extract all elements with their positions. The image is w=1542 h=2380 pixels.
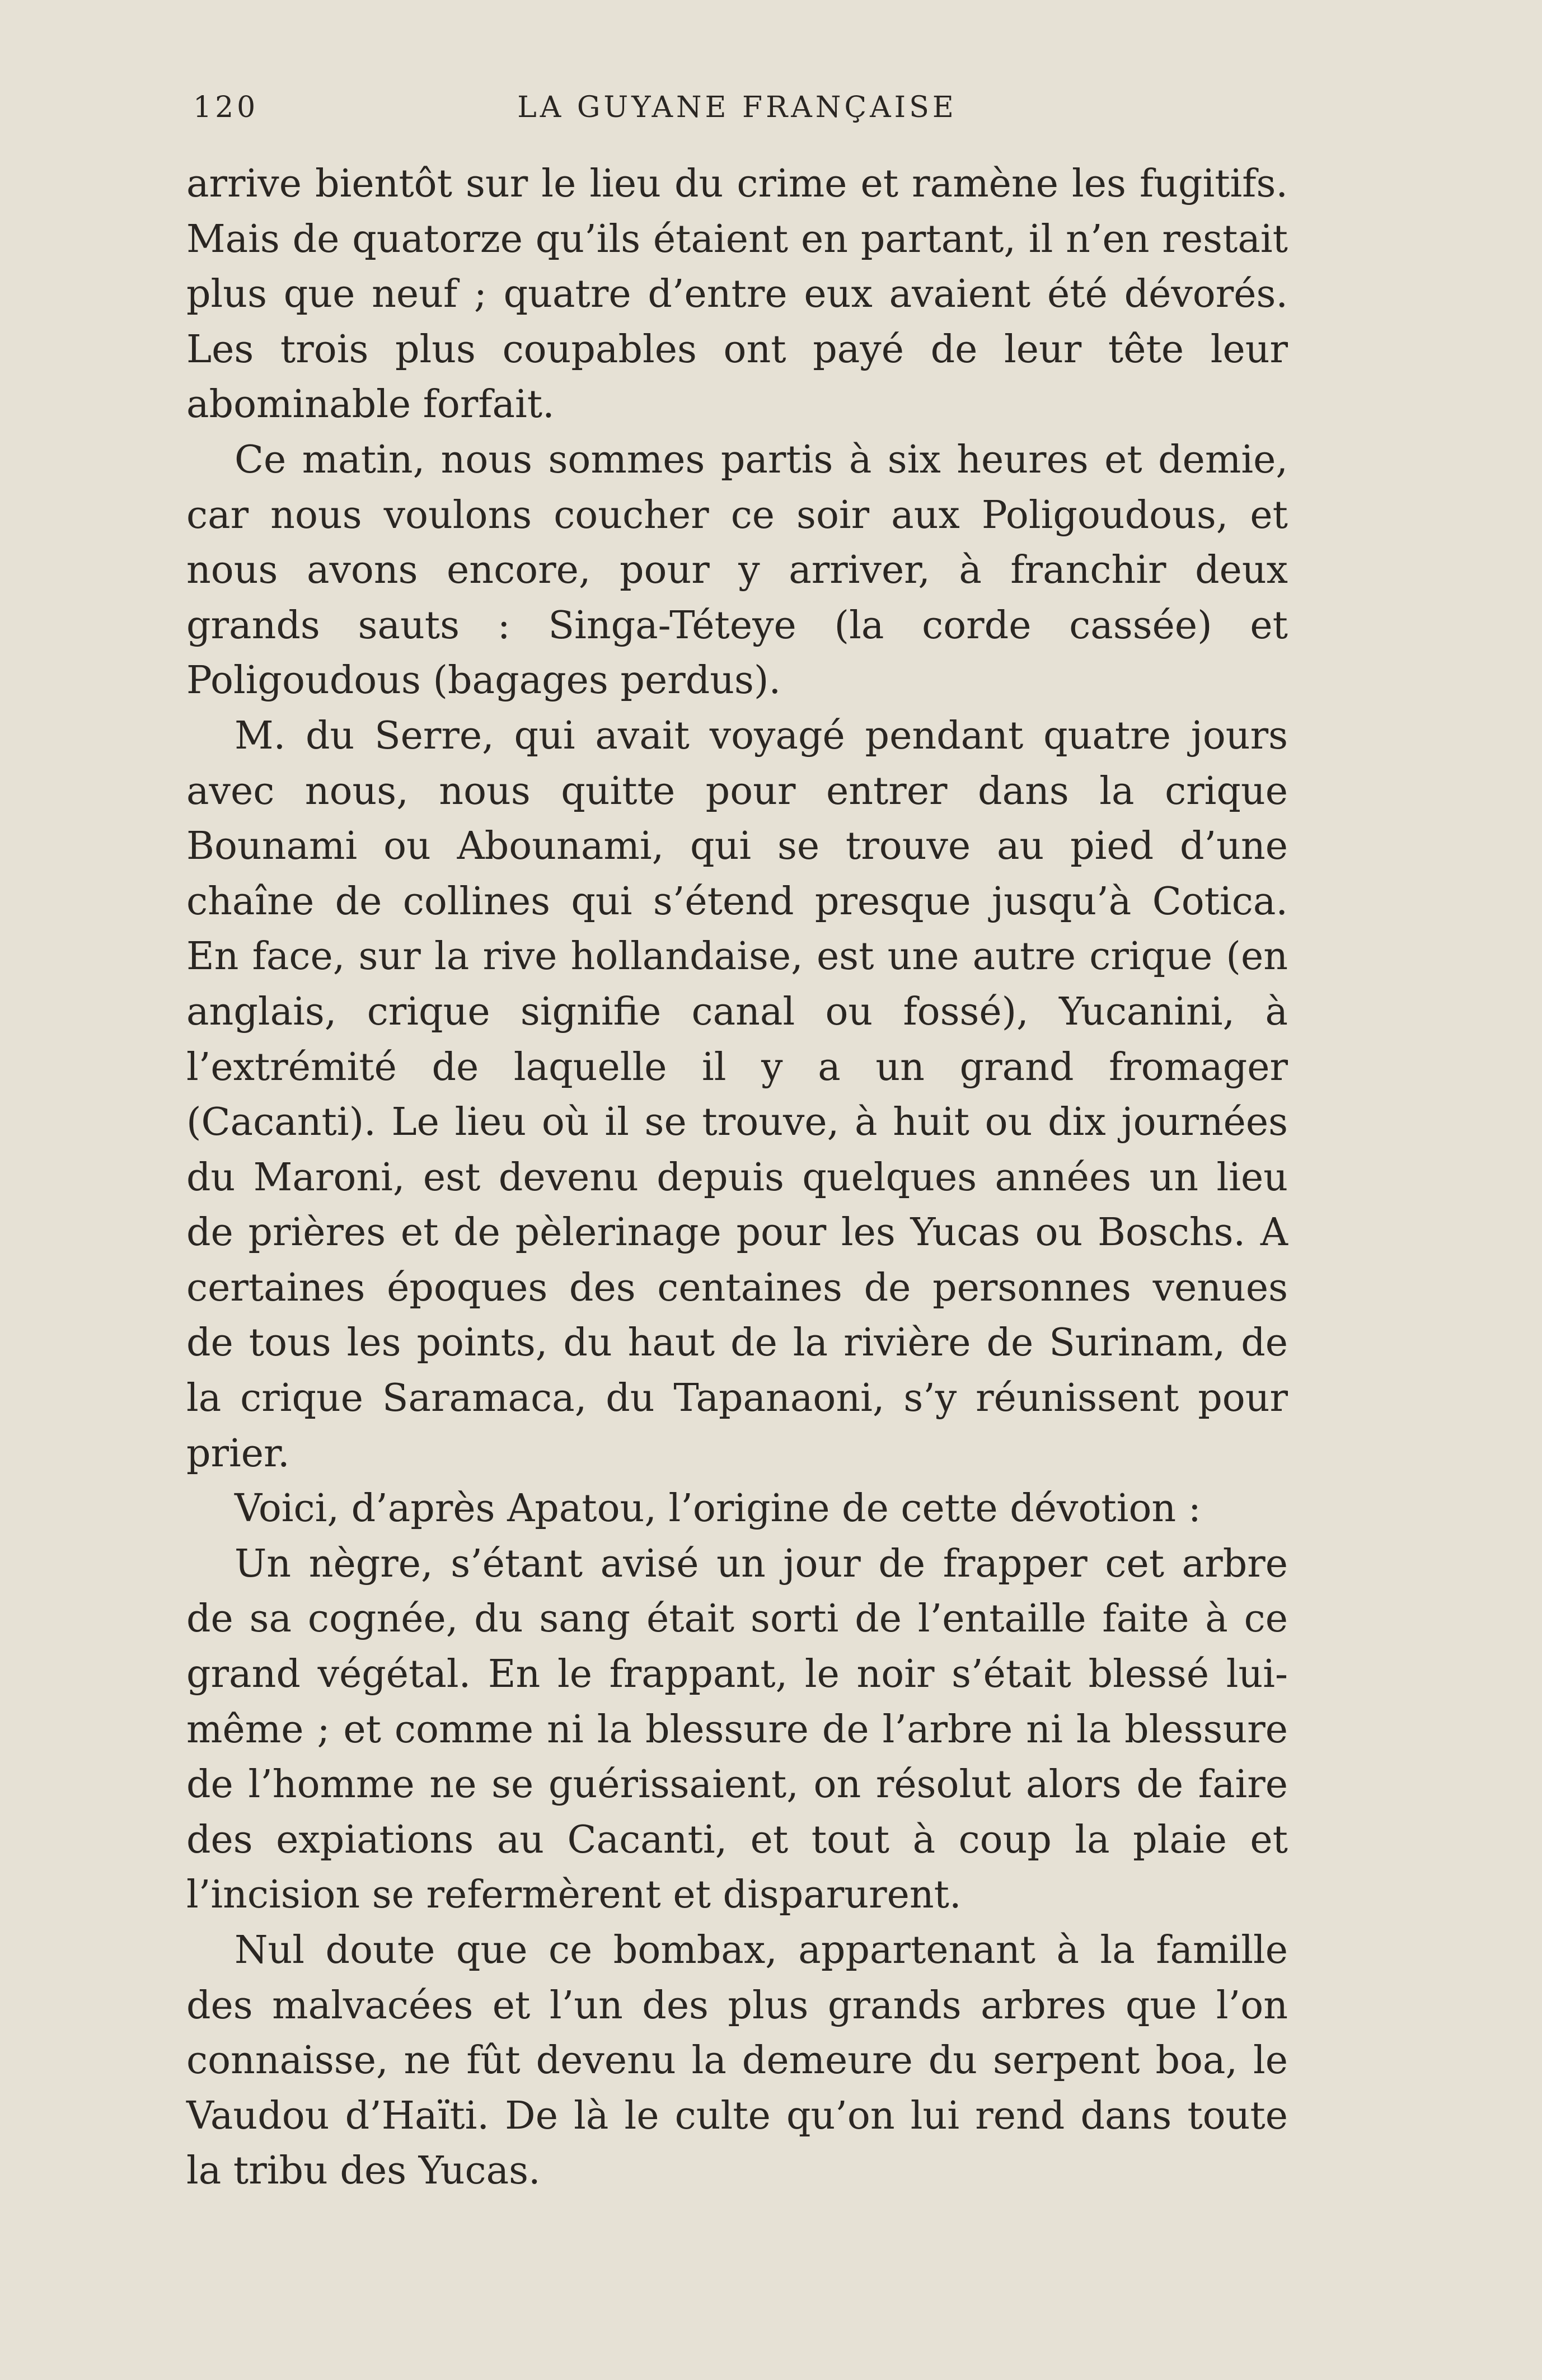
page-header bbox=[186, 84, 1288, 134]
paragraph: Un nègre, s’étant avisé un jour de frapper cet arbre de sa cognée, du sang était sorti de l’entaille faite à ce grand végétal. En le frappant, le noir s’était blessé lui-même ; et comme ni la blessure de l’arbre ni la blessure de l’homme ne se guérissaient, on résolut alors de faire des expiations au Cacanti, et tout à coup la plaie et l’incision se refermèrent et disparurent. bbox=[186, 1541, 1288, 1918]
running-title: LA GUYANE FRANÇAISE bbox=[517, 91, 957, 124]
paragraph: Ce matin, nous sommes partis à six heures et demie, car nous voulons coucher ce soir aux Poligoudous, et nous avons encore, pour y arriver, à franchir deux grands sauts : Singa-Téteye (la corde cassée) et Poligoudous (bagages perdus). bbox=[186, 437, 1288, 703]
paragraph: Nul doute que ce bombax, appartenant à la famille des malvacées et l’un des plus grands arbres que l’on connaisse, ne fût devenu la demeure du serpent boa, le Vaudou d’Haïti. De là le culte qu’on lui rend dans toute la tribu des Yucas. bbox=[186, 1928, 1288, 2194]
paragraph-continued: arrive bientôt sur le lieu du crime et ramène les fugitifs. Mais de quatorze qu’ils étaient en partant, il n’en restait plus que neuf ; quatre d’entre eux avaient été dévorés. Les trois plus coupables ont payé de leur tête leur abominable forfait. bbox=[186, 162, 1288, 427]
page-number: 120 bbox=[193, 91, 259, 124]
paragraph: M. du Serre, qui avait voyagé pendant quatre jours avec nous, nous quitte pour entrer dans la crique Bounami ou Abounami, qui se trouve au pied d’une chaîne de collines qui s’étend presque jusqu’à Cotica. En face, sur la rive hollandaise, est une autre crique (en anglais, crique signifie canal ou fossé), Yucanini, à l’extrémité de laquelle il y a un grand fromager (Cacanti). Le lieu où il se trouve, à huit ou dix journées du Maroni, est devenu depuis quelques années un lieu de prières et de pèlerinage pour les Yucas ou Boschs. A certaines époques des centaines de personnes venues de tous les points, du haut de la rivière de Surinam, de la crique Saramaca, du Tapanaoni, s’y réunissent pour prier. bbox=[186, 713, 1288, 1476]
body-text bbox=[186, 157, 1288, 2199]
paragraph: Voici, d’après Apatou, l’origine de cette dévotion : bbox=[235, 1486, 1201, 1531]
